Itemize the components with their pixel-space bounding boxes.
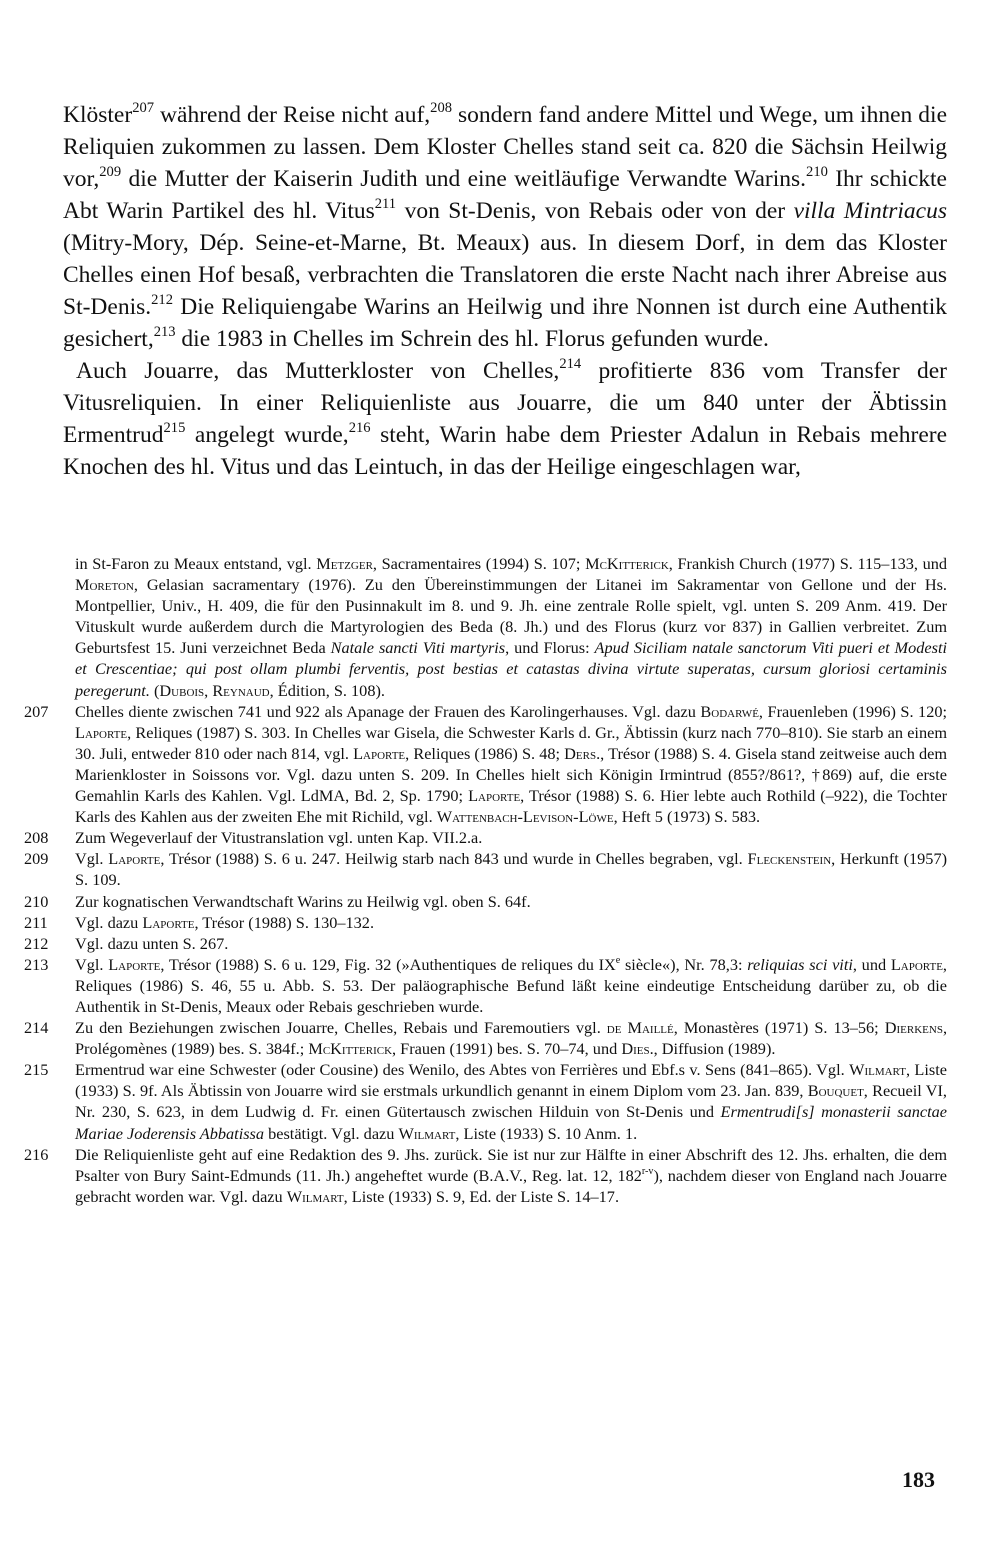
text-run: , Sacramentaires (1994) S. 107; [372,554,586,573]
author-name: de Maillé [606,1018,674,1038]
footnote-number: 207 [24,701,49,721]
text-run: , Trésor (1988) S. 4. Gisela stand zeitweise auch dem Marienkloster in Soissons vor. Vgl. dazu unten S. 209. In Chelles hielt sich Königin Irmintrud (855?/861?, †869) auf, die erste Gemahlin Karls des Kahlen. Vgl. LdMA, Bd. 2, Sp. 1790; [75,743,948,806]
text-run: ), nachdem dieser von England nach Jouarre gebracht worden war. Vgl. dazu [75,1165,947,1206]
footnote [24,848,948,890]
text-run: , und Florus: [505,638,595,658]
text-run: siècle«), Nr. 78,3: [620,954,748,974]
footnote-ref: e [615,954,621,966]
footnote-number: 216 [24,1144,49,1164]
text-run: , Reliques (1987) S. 303. In Chelles war Gisela, die Schwester Karls d. Gr., Äbtissin (kurz nach 770–810). Sie starb an einem 30. Juli, entweder 810 oder nach 814, vgl. [75,722,947,763]
text-run: , Herkunft (1957) S. 109. [75,849,948,890]
text-run: Zum Wegeverlauf der Vitustranslation vgl. unten Kap. VII.2.a. [75,828,483,848]
text-run: Die Reliquiengabe Warins an Heilwig und ihre Nonnen ist durch eine Authentik gesichert, [63,294,947,352]
text-run: , Recueil VI, Nr. 230, S. 623, in dem Ludwig d. Fr. einen Gütertausch zwischen Hilduin von St-Denis und [75,1081,947,1122]
footnote-ref: 208 [430,100,452,117]
text-run: , Heft 5 (1973) S. 583. [613,807,761,827]
footnote-ref: 212 [151,292,173,309]
italic-text: reliquias sci viti [747,954,853,974]
text-run: , Gelasian sacramentary (1976). Zu den Übereinstimmungen der Litanei im Sakramentar von Gellone und der Hs. Montpellier, Univ., H. 409, die für den Pusinnakult im 8. und 9. Jh. eine zentrale Rolle spielt, vgl. unten S. 209 Anm. 419. Der Vituskult wurde außerdem durch die Martyrologien des Beda (8. Jh.) und des Florus (kurz vor 837) in Gallien verbreitet. Zum Geburtsfest 15. Juni verzeichnet Beda [75,575,947,658]
text-run: Ihr schickte Abt Warin Partikel des hl. Vitus [63,166,947,224]
text-run: Zur kognatischen Verwandtschaft Warins zu Heilwig vgl. oben S. 64f. [75,891,531,911]
text-run: , Reliques (1986) S. 46, 55 u. Abb. S. 53. Der paläographische Befund läßt keine eindeutige Entscheidung darüber zu, ob die Authentik in St-Denis, Meaux oder Rebais geschrieben wurde. [75,954,947,1016]
footnote-number: 215 [24,1060,49,1080]
footnote [24,933,947,954]
footnote-ref: 216 [348,420,371,437]
footnote [75,553,947,701]
text-run: Zu den Beziehungen zwischen Jouarre, Chelles, Rebais und Faremoutiers vgl. [75,1018,607,1038]
text-run: , Liste (1933) S. 9, Ed. der Liste S. 14–17. [343,1186,620,1206]
footnote [24,891,947,912]
footnote [24,912,947,933]
footnotes [24,553,948,1207]
text-run: , Reliques (1986) S. 48; [405,743,565,763]
italic-text: Apud Siciliam natale sanctorum Viti pueri et Modesti et Crescentiae; qui post ollam plumbi ferventis, post bestias et catastas divina virtute superatas, cursum gloriosi certaminis peregerunt. [75,638,947,700]
author-name: Wattenbach-Levison-Löwe [436,807,614,827]
author-name: Ders. [564,743,601,763]
text-run: von St-Denis, von Rebais oder von der [396,198,794,224]
footnote [24,701,948,828]
text-run: profitierte 836 vom Transfer der Vitusreliquien. In einer Reliquienliste aus Jouarre, die um 840 unter der Äbtissin Ermentrud [63,358,947,448]
author-name: Laporte [353,743,406,763]
text-run: , Trésor (1988) S. 6 u. 247. Heilwig starb nach 843 und wurde in Chelles begraben, vgl. [160,849,748,869]
text-run: , Liste (1933) S. 9f. Als Äbtissin von Jouarre wird sie erstmals urkundlich genannt in einem Diplom vom 23. Jan. 839, [75,1060,947,1101]
footnote-ref: 215 [163,420,186,437]
text-run: Vgl. [75,954,109,974]
text-run: (Mitry-Mory, Dép. Seine-et-Marne, Bt. Meaux) aus. In diesem Dorf, in dem das Kloster Chelles einen Hof besaß, verbrachten die Translatoren die erste Nacht nach ihrer Abreise aus St-Denis. [63,230,947,320]
author-name: Laporte [75,722,128,742]
text-run: bestätigt. Vgl. dazu [264,1123,399,1143]
footnote [24,1059,947,1143]
author-name: Wilmart [849,1060,906,1080]
author-name: Fleckenstein [747,849,832,869]
author-name: Dubois [159,680,205,700]
footnote-number: 209 [24,849,49,869]
footnote-number: 214 [24,1018,49,1038]
text-run: , Monastères (1971) S. 13–56; [673,1018,885,1038]
text-run: , Trésor (1988) S. 6 u. 129, Fig. 32 (»Authentiques de reliques du IX [160,954,616,974]
author-name: Wilmart [286,1186,344,1206]
text-run: , Frauenleben (1996) S. 120; [758,701,948,721]
text-run: in St-Faron zu Meaux entstand, vgl. [75,554,317,573]
author-name: Bodarwé [700,701,759,721]
text-run: , Trésor (1988) S. 6. Hier lebte auch Rothild (–922), die Tochter Karls des Kahlen aus der zweiten Ehe mit Richild, vgl. [75,786,947,827]
footnote-number: 210 [24,891,49,911]
footnote-number: 213 [24,954,49,974]
italic-text: Natale sancti Viti martyris [330,638,506,658]
author-name: Dies. [621,1039,654,1059]
text-run: , Prolégomènes (1989) bes. S. 384f.; [75,1018,948,1059]
text-run: Klöster [63,102,133,128]
footnote [24,1017,948,1059]
footnote-ref: 211 [374,196,397,213]
page-number: 183 [902,1467,935,1492]
text-run: ( [149,680,160,700]
text-run: , [204,680,213,700]
text-run: Vgl. dazu unten S. 267. [75,933,229,953]
text-run: , Trésor (1988) S. 130–132. [194,912,375,932]
text-run: angelegt wurde, [185,422,349,448]
text-run: die Mutter der Kaiserin Judith und eine weitläufige Verwandte Warins. [121,166,807,192]
footnote-ref: 214 [559,356,582,373]
text-run: Ermentrud war eine Schwester (oder Cousine) des Wenilo, des Abtes von Ferrières und Ebf.s v. Sens (841–865). Vgl. [75,1060,850,1080]
main-text [63,99,947,483]
footnote-ref: 210 [806,164,828,181]
footnote-number: 212 [24,933,49,953]
author-name: Laporte [890,954,943,974]
text-run: Die Reliquienliste geht auf eine Redaktion des 9. Jhs. zurück. Sie ist nur zur Hälfte in einer Abschrift des 12. Jhs. erhalten, die dem Psalter von Bury Saint-Edmunds (11. Jh.) angeheftet wurde (B.A.V., Reg. lat. 12, 182 [75,1144,947,1185]
text-run: , Diffusion (1989). [653,1039,776,1059]
author-name: Wilmart [398,1123,456,1143]
author-name: Metzger [316,554,373,573]
text-run: , Frankish Church (1977) S. 115–133, und [668,554,947,573]
author-name: McKitterick [308,1039,393,1059]
author-name: Laporte [108,849,161,869]
footnote [24,827,947,848]
text-run: die 1983 in Chelles im Schrein des hl. Florus gefunden wurde. [175,326,769,352]
footnote [24,954,947,1017]
footnote-number: 208 [24,828,49,848]
author-name: Laporte [142,912,195,932]
author-name: Dierkens [884,1018,943,1038]
footnote-ref: 207 [132,100,155,117]
text-run: , Édition, S. 108). [269,680,385,700]
text-run: , und [852,954,891,974]
author-name: McKitterick [585,554,669,573]
text-run: Auch Jouarre, das Mutterkloster von Chelles, [76,358,560,384]
footnote-ref: 209 [99,164,122,181]
text-run: während der Reise nicht auf, [154,102,431,128]
text-run: sondern fand andere Mittel und Wege, um ihnen die Reliquien zukommen zu lassen. Dem Kloster Chelles stand seit ca. 820 die Sächsin Heilwig vor, [63,102,947,192]
italic-text: Ermentrudi[s] monasterii sanctae Mariae Joderensis Abbatissa [75,1102,947,1143]
italic-text: villa Mintriacus [793,198,947,224]
footnote-number: 211 [24,912,48,932]
body-paragraph [63,99,947,355]
text-run: Vgl. dazu [75,912,143,932]
text-run: steht, Warin habe dem Priester Adalun in Rebais mehrere Knochen des hl. Vitus und das Leintuch, in das der Heilige eingeschlagen war, [63,422,947,480]
footnote-ref: r-v [641,1165,654,1177]
author-name: Reynaud [212,680,270,700]
author-name: Moreton [75,575,134,595]
footnote [24,1144,947,1207]
body-paragraph [63,355,947,483]
text-run: Chelles diente zwischen 741 und 922 als Apanage der Frauen des Karolingerhauses. Vgl. dazu [75,701,701,721]
text-run: Vgl. [75,849,109,869]
author-name: Laporte [468,786,521,806]
author-name: Laporte [108,954,161,974]
text-run: , Frauen (1991) bes. S. 70–74, und [392,1039,622,1059]
text-run: , Liste (1933) S. 10 Anm. 1. [455,1123,638,1143]
author-name: Bouquet [807,1081,864,1101]
footnote-ref: 213 [153,324,176,341]
